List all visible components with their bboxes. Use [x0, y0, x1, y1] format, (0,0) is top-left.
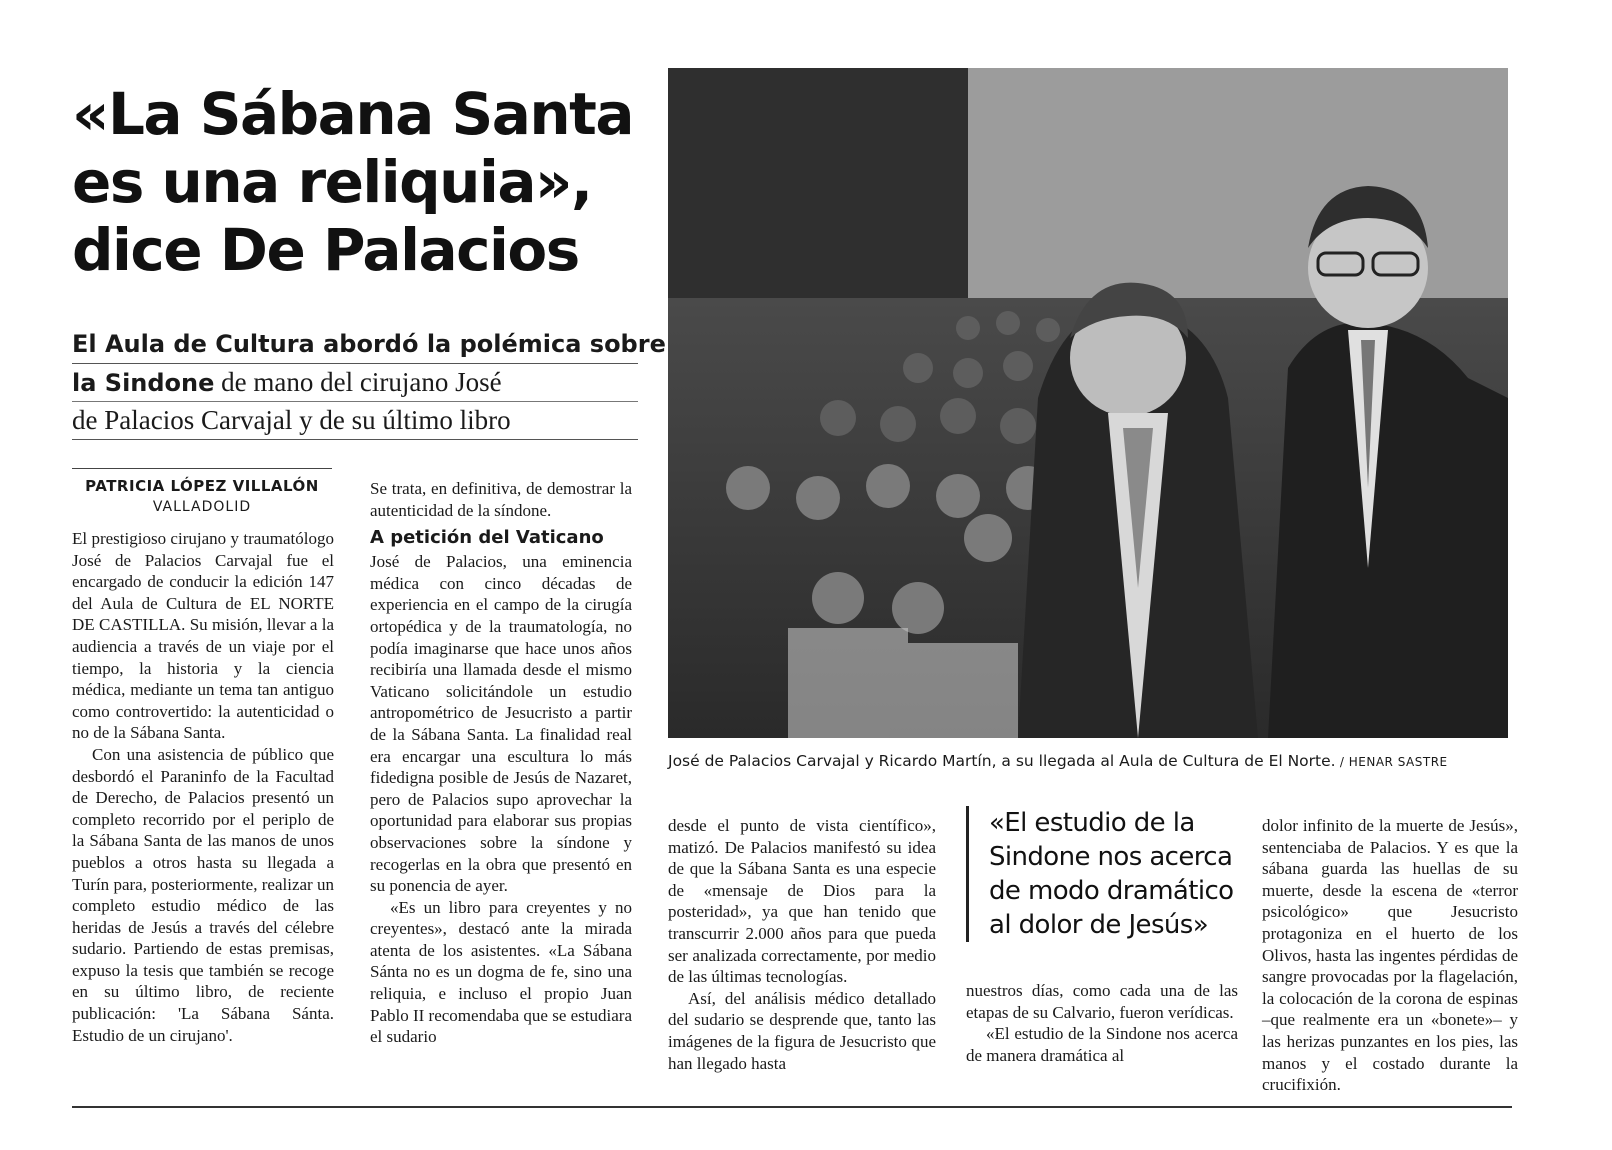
article-column-4: [966, 980, 1238, 1066]
bottom-rule: [72, 1106, 1512, 1108]
deck: [72, 326, 666, 440]
article-column-2: [370, 478, 632, 1048]
article-paragraph: «El estudio de la Sindone nos acerca de manera dramática al: [966, 1024, 1238, 1065]
byline-city: VALLADOLID: [152, 499, 252, 515]
article-paragraph: «Es un libro para creyentes y no creyentes», destacó ante la mirada atenta de los asistentes. «La Sábana Sánta no es un dogma de fe, sino una reliquia, e incluso el propio Juan Pablo II recomendaba que se estudiara el sudario: [370, 897, 632, 1047]
pull-quote-line: Sindone nos acerca: [989, 842, 1233, 872]
article-paragraph: desde el punto de vista científico», matizó. De Palacios manifestó su idea de que la Sábana Santa es una especie de «mensaje de Dios para la posteridad», ya que han tenido que transcurrir 2.000 años para que pueda ser analizada correctamente, por medio de las últimas tecnologías.: [668, 816, 936, 987]
byline-author: PATRICIA LÓPEZ VILLALÓN: [85, 477, 319, 495]
byline: [72, 468, 332, 515]
pull-quote: [966, 806, 1251, 942]
deck-line: El Aula de Cultura abordó la polémica sobre: [72, 326, 638, 364]
article-paragraph: Se trata, en definitiva, de demostrar la autenticidad de la síndone.: [370, 479, 632, 520]
article-paragraph: nuestros días, como cada una de las etapas de su Calvario, fueron verídicas.: [966, 981, 1238, 1022]
deck-line: de Palacios Carvajal y de su último libro: [72, 402, 638, 440]
photo-illustration: [668, 68, 1508, 738]
article-paragraph: José de Palacios, una eminencia médica con cinco décadas de experiencia en el campo de la cirugía ortopédica y de la traumatología, no podía imaginarse que hace unos años recibiría una llamada desde el mismo Vaticano solicitándole un estudio antropométrico de Jesucristo a partir de la Sábana Santa. La finalidad real era encargar una escultura lo más fidedigna posible de Jesús de Nazaret, pero de Palacios supo aprovechar la oportunidad para elaborar sus propias observaciones sobre la síndone y recogerlas en la obra que presentó en su ponencia de ayer.: [370, 552, 632, 896]
article-paragraph: dolor infinito de la muerte de Jesús», sentenciaba de Palacios. Y es que la sábana guarda las huellas de su muerte, desde la escena de «terror psicológico» que Jesucristo protagoniza en el huerto de los Olivos, hasta las ingentes pérdidas de sangre provocadas por la flagelación, la colocación de la corona de espinas –que realmente era un «bonete»– y las herizas punzantes en los pies, las manos y el costado durante la crucifixión.: [1262, 816, 1518, 1095]
headline: [72, 80, 632, 284]
deck-line: [72, 364, 638, 402]
article-paragraph: Con una asistencia de público que desbordó el Paraninfo de la Facultad de Derecho, de Palacios presentó un completo recorrido por el periplo de la Sábana Santa de las manos de unos pueblos a otros hasta su llegada a Turín para, posteriormente, realizar un completo estudio médico de las heridas de Jesús a través del célebre sudario. Partiendo de estas premisas, expuso la tesis que también se recoge en su último libro, de reciente publicación: 'La Sábana Sánta. Estudio de un cirujano'.: [72, 744, 334, 1045]
article-paragraph: El prestigioso cirujano y traumatólogo José de Palacios Carvajal fue el encargado de conducir la edición 147 del Aula de Cultura de EL NORTE DE CASTILLA. Su misión, llevar a la audiencia a través de un viaje por el tiempo, la historia y la ciencia médica, mediante un tema tan antiguo como controvertido: la autenticidad o no de la Sábana Santa.: [72, 529, 334, 743]
article-column-5: [1262, 815, 1518, 1096]
headline-line: dice De Palacios: [72, 216, 579, 284]
pull-quote-line: de modo dramático: [989, 876, 1234, 906]
article-paragraph: Así, del análisis médico detallado del sudario se desprende que, tanto las imágenes de la figura de Jesucristo que han llegado hasta: [668, 988, 936, 1073]
article-column-3: [668, 815, 936, 1074]
pull-quote-line: al dolor de Jesús»: [989, 910, 1209, 940]
section-subhead: A petición del Vaticano: [370, 527, 604, 549]
pull-quote-line: «El estudio de la: [989, 808, 1195, 838]
article-photo: [668, 68, 1508, 738]
photo-credit: / HENAR SASTRE: [1335, 755, 1448, 769]
headline-line: «La Sábana Santa: [72, 80, 634, 148]
photo-caption: [668, 752, 1528, 770]
deck-bold: la Sindone: [72, 369, 215, 397]
caption-text: José de Palacios Carvajal y Ricardo Martín, a su llegada al Aula de Cultura de El Norte.: [668, 752, 1336, 770]
headline-line: es una reliquia»,: [72, 148, 592, 216]
deck-text: de mano del cirujano José: [214, 367, 502, 397]
article-column-1: [72, 528, 334, 1046]
